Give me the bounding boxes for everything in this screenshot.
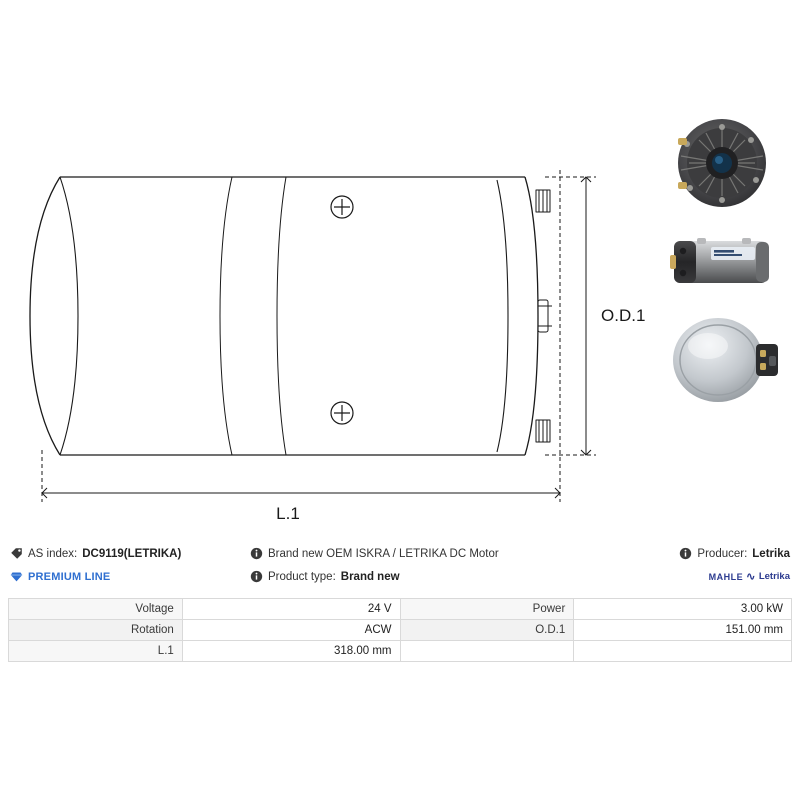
diamond-icon — [10, 570, 23, 583]
premium-line-cell — [10, 570, 250, 583]
as-index-value: DC9119(LETRIKA) — [82, 547, 182, 560]
info-icon — [250, 547, 263, 560]
brand-logo-main: MAHLE — [708, 571, 744, 582]
spec-label: Rotation — [9, 620, 183, 641]
spec-value: 3.00 kW — [574, 599, 792, 620]
premium-line-label: PREMIUM LINE — [28, 570, 111, 583]
spec-value: ACW — [182, 620, 400, 641]
info-icon — [250, 570, 263, 583]
photo-drive-end-view[interactable] — [656, 108, 786, 223]
brand-logo — [546, 570, 790, 583]
brand-logo-separator-icon: ∿ — [746, 571, 756, 583]
description-cell — [250, 547, 546, 560]
product-photo-thumbnails — [656, 108, 786, 425]
producer-label: Producer: — [697, 547, 748, 560]
spec-empty-cell — [574, 641, 792, 662]
specifications-table — [8, 598, 792, 662]
spec-value: 151.00 mm — [574, 620, 792, 641]
info-row-1 — [10, 542, 790, 565]
spec-label: O.D.1 — [400, 620, 574, 641]
spec-value: 24 V — [182, 599, 400, 620]
table-row — [9, 641, 792, 662]
spec-label: L.1 — [9, 641, 183, 662]
info-icon — [679, 547, 692, 560]
photo-commutator-end-view[interactable] — [656, 306, 786, 419]
dimension-length-label: L.1 — [276, 504, 300, 523]
description-text: Brand new OEM ISKRA / LETRIKA DC Motor — [268, 547, 499, 560]
spec-label: Power — [400, 599, 574, 620]
as-index-label: AS index: — [28, 547, 78, 560]
spec-empty-cell — [400, 641, 574, 662]
table-row — [9, 599, 792, 620]
mahle-letrika-logo — [709, 570, 790, 583]
product-type-cell — [250, 570, 546, 583]
product-type-label: Product type: — [268, 570, 336, 583]
info-row-2 — [10, 565, 790, 588]
brand-logo-sub: Letrika — [758, 571, 790, 582]
tag-icon — [10, 547, 23, 560]
spec-value: 318.00 mm — [182, 641, 400, 662]
producer-cell — [546, 547, 790, 560]
photo-side-view[interactable] — [656, 229, 786, 300]
producer-value: Letrika — [752, 547, 790, 560]
product-info-block — [0, 542, 800, 588]
spec-label: Voltage — [9, 599, 183, 620]
product-type-value: Brand new — [340, 570, 400, 583]
as-index-cell — [10, 547, 250, 560]
table-row — [9, 620, 792, 641]
dimension-od-label: O.D.1 — [601, 306, 646, 325]
